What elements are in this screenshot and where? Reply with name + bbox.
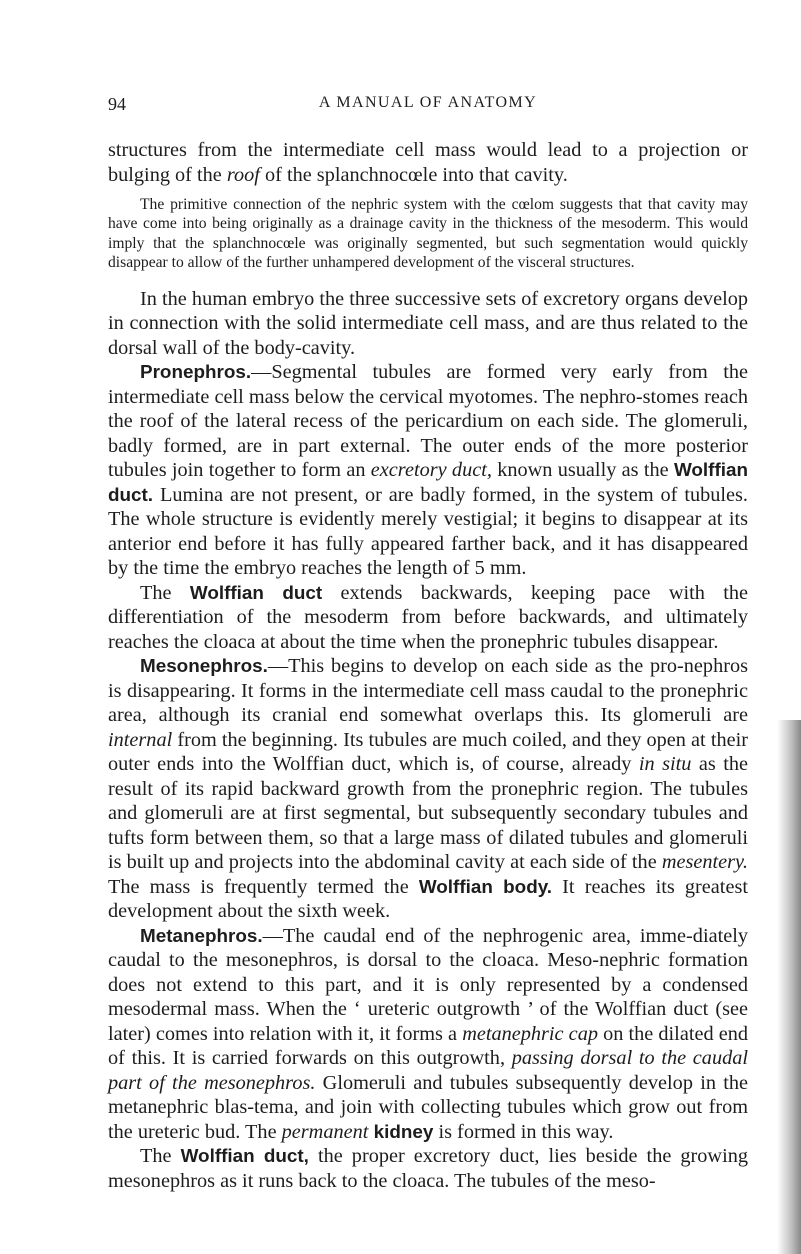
paragraph-wolffian-duct bbox=[108, 581, 748, 655]
page-number: 94 bbox=[108, 94, 126, 114]
scan-shadow-edge bbox=[777, 720, 801, 1254]
heading-pronephros: Pronephros. bbox=[140, 361, 252, 383]
heading-metanephros: Metanephros. bbox=[140, 924, 263, 946]
paragraph-continuation bbox=[108, 138, 748, 187]
text-run: The bbox=[140, 1145, 181, 1168]
text-run: —Segmental tubules are formed very early from the intermediate cell mass below the cervical myotomes. The nephro-stomes reach the roof of the lateral recess of the pericardium on each side. The glomeruli, badly formed, are in part external. The outer ends of the more posterior tubules join together to form an bbox=[108, 361, 748, 482]
text-run: as the result of its rapid backward growth from the pronephric region. The tubules and glomeruli are at first segmental, but subsequently secondary tubules and tufts form between them, so that a large mass of dilated tubules and glomeruli is built up and projects into the abdominal cavity at each side of the bbox=[108, 753, 749, 874]
paragraph-pronephros bbox=[108, 360, 748, 581]
paragraph-wolffian-duct-excretory bbox=[108, 1144, 748, 1193]
text-run: on the dilated end of this. It is carried forwards on this outgrowth, bbox=[108, 1022, 749, 1070]
italic-term: permanent bbox=[281, 1120, 369, 1143]
paragraph-mesonephros bbox=[108, 654, 748, 924]
text-run: of the splanchnocœle into that cavity. bbox=[259, 163, 568, 186]
text-run: Glomeruli and tubules subsequently develop in the metanephric blas-tema, and join with collecting tubules which grow out from the ureteric bud. The bbox=[108, 1071, 748, 1143]
bold-term: Wolffian body. bbox=[418, 875, 553, 897]
text-run: the proper excretory duct, lies beside the growing mesonephros as it runs back to the cloaca. The tubules of the meso- bbox=[108, 1145, 748, 1192]
bold-term: Wolffian duct, bbox=[180, 1145, 309, 1167]
small-print-note: The primitive connection of the nephric system with the cœlom suggests that that cavity may have come into being originally as a drainage cavity in the thickness of the mesoderm. This would imply that the splanchnocœle was originally segmented, but such segmentation would quickly disappear to allow of the further unhampered development of the visceral structures. bbox=[108, 196, 748, 272]
text-run: It reaches its greatest development about the sixth week. bbox=[108, 875, 748, 923]
heading-mesonephros: Mesonephros. bbox=[140, 655, 268, 677]
paragraph-metanephros bbox=[108, 924, 748, 1145]
text-run: Lumina are not present, or are badly formed, in the system of tubules. The whole structure is evidently merely vestigial; it begins to disappear at its anterior end before it has fully appeared farther back, and it has disappeared by the time the embryo reaches the length of 5 mm. bbox=[108, 483, 748, 580]
running-title: A MANUAL OF ANATOMY bbox=[318, 94, 538, 111]
text-run: The bbox=[140, 581, 190, 604]
text-run: —The caudal end of the nephrogenic area, imme-diately caudal to the mesonephros, is dorsal to the cloaca. Meso-nephric formation does not extend to this part, and it is only represented by a condensed mesodermal mass. When the ‘ ureteric outgrowth ’ of the Wolffian duct (see later) comes into relation with it, it forms a bbox=[108, 924, 748, 1045]
italic-term: passing dorsal to the caudal part of the mesonephros. bbox=[108, 1047, 748, 1094]
italic-term: roof bbox=[226, 163, 260, 186]
paragraph-excretory-organs: In the human embryo the three successive sets of excretory organs develop in connection with the solid intermediate cell mass, and are thus related to the dorsal wall of the body-cavity. bbox=[108, 287, 748, 359]
text-run: structures from the intermediate cell mass would lead to a projection or bulging of the bbox=[108, 139, 748, 186]
italic-term: excretory duct, bbox=[370, 459, 492, 482]
bold-term: Wolffian duct bbox=[189, 581, 323, 603]
italic-term: internal bbox=[108, 728, 173, 751]
text-run: is formed in this way. bbox=[433, 1120, 614, 1143]
text-run: —This begins to develop on each side as the pro-nephros is disappearing. It forms in the intermediate cell mass caudal to the pronephric area, although its cranial end somewhat overlaps this. Its glomeruli are bbox=[108, 655, 748, 727]
bold-term: kidney bbox=[368, 1120, 434, 1142]
text-run: extends backwards, keeping pace with the differentiation of the mesoderm from before backwards, and ultimately reaches the cloaca at about the time when the pronephric tubules disappear. bbox=[108, 581, 748, 653]
text-run: The mass is frequently termed the bbox=[108, 875, 419, 898]
page-header bbox=[108, 94, 748, 118]
page-body bbox=[108, 138, 748, 1193]
italic-term: mesentery. bbox=[661, 851, 748, 874]
bold-term: Wolffian duct. bbox=[108, 459, 748, 505]
italic-term: metanephric cap bbox=[462, 1022, 598, 1045]
italic-term: in situ bbox=[638, 753, 692, 776]
text-run: known usually as the bbox=[491, 459, 674, 482]
text-run: from the beginning. Its tubules are much coiled, and they open at their outer ends into the Wolffian duct, which is, of course, already bbox=[108, 728, 748, 776]
